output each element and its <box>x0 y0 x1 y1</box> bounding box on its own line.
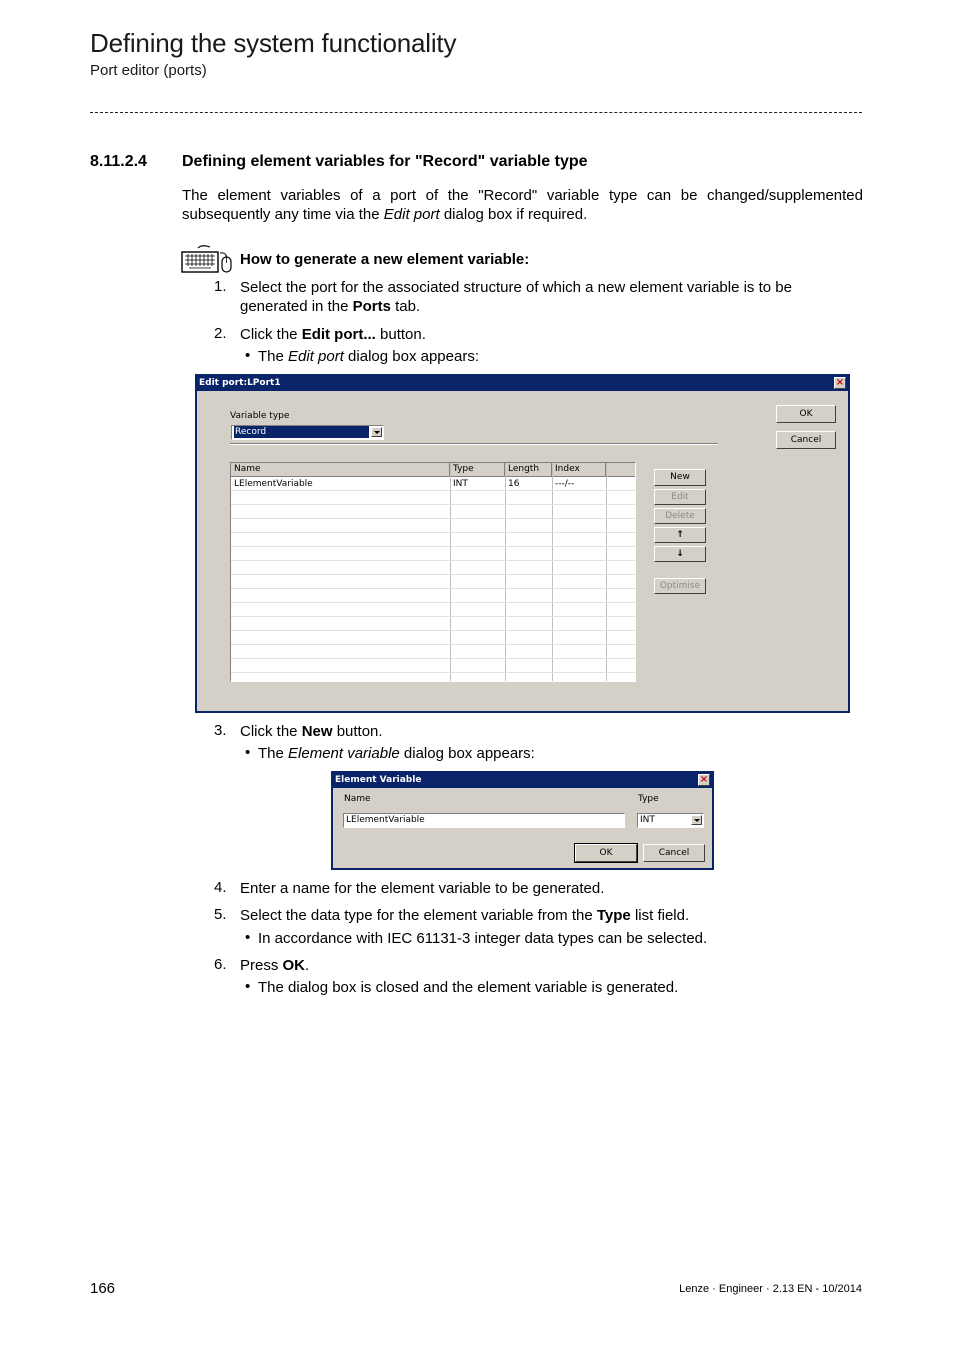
step-text <box>240 325 426 344</box>
page-title: Defining the system functionality <box>90 28 457 58</box>
step-text-bold: New <box>301 723 333 740</box>
step-text-part: Press <box>240 957 283 974</box>
table-row[interactable] <box>231 603 635 617</box>
step-number: 4. <box>214 879 227 896</box>
step-number: 3. <box>214 722 227 739</box>
edit-button[interactable]: Edit <box>654 489 706 505</box>
bullet-icon: • <box>245 978 251 995</box>
variable-type-value: Record <box>234 426 369 438</box>
step-text-em: Edit port <box>288 348 344 365</box>
new-button[interactable]: New <box>654 469 706 486</box>
page-subtitle: Port editor (ports) <box>90 62 207 79</box>
table-row[interactable] <box>231 645 635 659</box>
howto-heading: How to generate a new element variable: <box>240 251 530 268</box>
step-number: 5. <box>214 906 227 923</box>
table-row[interactable] <box>231 561 635 575</box>
bullet-icon: • <box>245 347 251 364</box>
cell-index: ---/-- <box>555 479 575 489</box>
cancel-button[interactable]: Cancel <box>643 844 705 862</box>
step-text: Enter a name for the element variable to be generated. <box>240 880 605 897</box>
table-row[interactable] <box>231 519 635 533</box>
divider <box>230 443 718 445</box>
chevron-down-icon[interactable] <box>371 427 382 437</box>
table-row[interactable] <box>231 477 635 491</box>
step-text-bold: Edit port... <box>301 326 376 343</box>
type-value: INT <box>640 815 655 825</box>
header-separator <box>90 112 862 113</box>
variable-type-combo[interactable] <box>231 425 384 440</box>
variable-type-label: Variable type <box>230 411 290 421</box>
step-text-part: The <box>258 348 289 365</box>
bullet-icon: • <box>245 929 251 946</box>
delete-button[interactable]: Delete <box>654 508 706 524</box>
step-text-part: Click the <box>240 723 302 740</box>
type-label: Type <box>638 794 659 804</box>
table-row[interactable] <box>231 505 635 519</box>
step-text-part: Select the port for the associated structure of which a new element variable is to be generated in the <box>240 279 792 315</box>
close-icon[interactable]: × <box>835 377 845 388</box>
step-number: 2. <box>214 325 227 342</box>
column-header-length[interactable]: Length <box>505 463 552 477</box>
keyboard-mouse-icon <box>180 244 234 274</box>
step-text-part: button. <box>375 326 426 343</box>
table-row[interactable] <box>231 631 635 645</box>
arrow-down-icon[interactable]: ↓ <box>654 546 706 562</box>
step-text-part: list field. <box>630 907 690 924</box>
column-header-name[interactable]: Name <box>231 463 450 477</box>
cell-type: INT <box>453 479 468 489</box>
step-text-part: The <box>258 745 289 762</box>
intro-text-1: The element variables of a port of the "Record" variable type can be changed/supplemented subsequently any time via the <box>182 187 863 223</box>
ok-button[interactable]: OK <box>776 405 836 423</box>
page-number: 166 <box>90 1280 116 1297</box>
table-row[interactable] <box>231 575 635 589</box>
name-field[interactable]: LElementVariable <box>343 813 625 828</box>
edit-port-dialog <box>195 374 850 713</box>
intro-paragraph <box>182 186 863 224</box>
table-row[interactable] <box>231 617 635 631</box>
document-info: Lenze · Engineer · 2.13 EN - 10/2014 <box>679 1283 862 1295</box>
intro-text-2: dialog box if required. <box>439 206 588 223</box>
step-number: 6. <box>214 956 227 973</box>
step-text-part: tab. <box>390 298 421 315</box>
section-title: Defining element variables for "Record" variable type <box>182 153 588 170</box>
element-variable-dialog <box>331 771 714 870</box>
step-text-part: Select the data type for the element variable from the <box>240 907 597 924</box>
table-row[interactable] <box>231 589 635 603</box>
step-number: 1. <box>214 278 227 295</box>
step-text-em: Element variable <box>288 745 400 762</box>
step-text-part: dialog box appears: <box>343 348 479 365</box>
step-bullet-text <box>258 347 479 366</box>
column-header-index[interactable]: Index <box>552 463 606 477</box>
dialog-title: Element Variable <box>335 775 422 785</box>
table-row[interactable] <box>231 547 635 561</box>
element-variable-table[interactable] <box>230 462 636 682</box>
dialog-title-bar <box>197 376 848 391</box>
step-text <box>240 906 689 925</box>
step-bullet-text <box>258 744 535 763</box>
table-row[interactable] <box>231 533 635 547</box>
cell-name: LElementVariable <box>234 479 313 489</box>
column-header-filler <box>606 463 636 477</box>
step-text-bold: Ports <box>352 298 391 315</box>
dialog-title-bar <box>333 773 712 788</box>
step-text <box>240 722 383 741</box>
ok-button[interactable]: OK <box>575 844 637 862</box>
step-text <box>240 278 840 316</box>
intro-text-em: Edit port <box>383 206 440 223</box>
step-text-part: . <box>305 957 310 974</box>
close-icon[interactable]: × <box>699 774 709 785</box>
step-text-bold: OK <box>282 957 306 974</box>
step-bullet-text: The dialog box is closed and the element variable is generated. <box>258 979 679 996</box>
name-label: Name <box>344 794 371 804</box>
table-row[interactable] <box>231 491 635 505</box>
dialog-title: Edit port:LPort1 <box>199 378 281 388</box>
chevron-down-icon[interactable] <box>691 815 702 825</box>
step-text-part: Click the <box>240 326 302 343</box>
step-text-bold: Type <box>596 907 631 924</box>
type-combo[interactable] <box>637 813 704 828</box>
cell-length: 16 <box>508 479 520 489</box>
optimise-button[interactable]: Optimise <box>654 578 706 594</box>
step-text <box>240 956 309 975</box>
step-bullet-text: In accordance with IEC 61131-3 integer data types can be selected. <box>258 930 708 947</box>
step-text-part: dialog box appears: <box>399 745 535 762</box>
bullet-icon: • <box>245 744 251 761</box>
arrow-up-icon[interactable]: ↑ <box>654 527 706 543</box>
table-row[interactable] <box>231 659 635 673</box>
section-number: 8.11.2.4 <box>90 153 147 170</box>
column-header-type[interactable]: Type <box>450 463 505 477</box>
cancel-button[interactable]: Cancel <box>776 431 836 449</box>
step-text-part: button. <box>332 723 383 740</box>
